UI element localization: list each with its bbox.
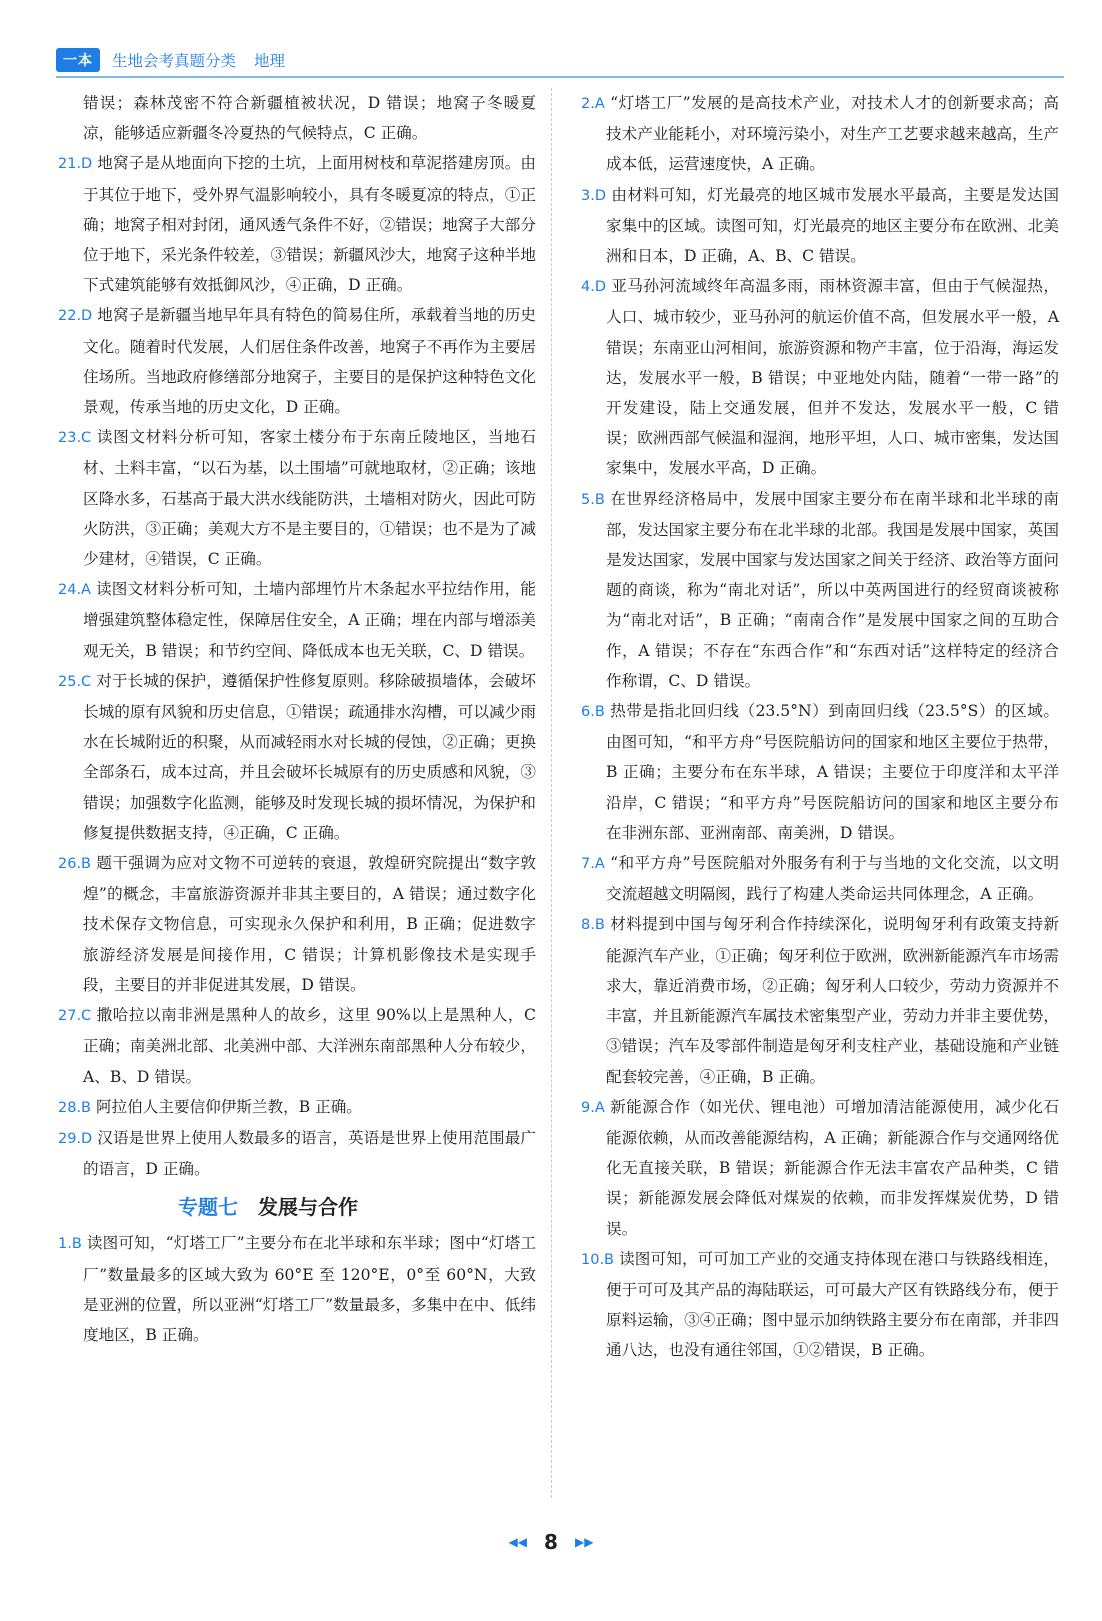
answer-number: 25.C (58, 673, 92, 690)
answer-text: 读图文材料分析可知，客家土楼分布于东南丘陵地区，当地石材、土料丰富，“以石为基，以土围墙”可就地取材，②正确；该地区降水多，石基高于最大洪水线能防洪，土墙相对防火，因此可防火防洪，③正确；美观大方不是主要目的，①错误；也不是为了减少建材，④错误，C 正确。 (83, 428, 536, 569)
answer-text: 地窝子是从地面向下挖的土坑，上面用树枝和草泥搭建房顶。由于其位于地下，受外界气温影响较小，具有冬暖夏凉的特点，①正确；地窝子相对封闭，通风透气条件不好，②错误；地窝子大部分位于地下，采光条件较差，③错误；新疆风沙大，地窝子这种半地下式建筑能够有效抵御风沙，④正确，D 正确。 (83, 154, 536, 295)
answer-text: 题干强调为应对文物不可逆转的衰退，敦煌研究院提出“数字敦煌”的概念，丰富旅游资源并非其主要目的，A 错误；通过数字化技术保存文物信息，可实现永久保护和利用，B 正确；促进数字旅游经济发展是间接作用，C 错误；计算机影像技术是实现手段，主要目的并非促进其发展，D 错误。 (83, 854, 536, 994)
answer-number: 26.B (58, 856, 92, 873)
answer-item (581, 696, 1059, 848)
answer-text: 热带是指北回归线（23.5°N）到南回归线（23.5°S）的区域。由图可知，“和平方舟”号医院船访问的国家和地区主要位于热带，B 正确；主要分布在东半球，A 错误；主要位于印度洋和太平洋沿岸，C 错误；“和平方舟”号医院船访问的国家和地区主要分布在非洲东部、亚洲南部、南美洲，D 错误。 (606, 702, 1059, 842)
answer-item (58, 422, 536, 574)
answer-number: 28.B (58, 1099, 92, 1116)
answer-item (58, 574, 536, 666)
answer-text: “和平方舟”号医院船对外服务有利于与当地的文化交流，以文明交流超越文明隔阂，践行了构建人类命运共同体理念，A 正确。 (606, 854, 1059, 904)
page-number: 8 (544, 1530, 558, 1554)
answer-item (581, 1244, 1059, 1366)
right-answer-list (581, 88, 1059, 1366)
answer-item (581, 909, 1059, 1091)
answer-number: 2.A (581, 96, 605, 112)
right-column (581, 88, 1059, 1366)
answer-number: 5.B (581, 491, 605, 508)
section-title: 发展与合作 (258, 1195, 358, 1220)
answer-number: 8.B (581, 917, 605, 934)
answer-item (581, 271, 1059, 483)
answer-item (581, 180, 1059, 272)
answer-number: 10.B (581, 1251, 615, 1268)
answer-item (58, 666, 536, 848)
section-label: 专题七 (178, 1195, 238, 1220)
answer-item (581, 848, 1059, 909)
answer-item (581, 484, 1059, 696)
answer-item (58, 848, 536, 1000)
answer-number: 21.D (58, 156, 93, 173)
answer-number: 29.D (58, 1130, 93, 1147)
answer-text: 地窝子是新疆当地早年具有特色的简易住所，承载着当地的历史文化。随着时代发展，人们居住条件改善，地窝子不再作为主要居住场所。当地政府修缮部分地窝子，主要目的是保护这种特色文化景观，传承当地的历史文化，D 正确。 (83, 306, 536, 417)
answer-number: 24.A (58, 582, 91, 599)
answer-item (58, 88, 536, 148)
answer-text: 读图可知，“灯塔工厂”主要分布在北半球和东半球；图中“灯塔工厂”数量最多的区域大致为 60°E 至 120°E，0°至 60°N，大致是亚洲的位置，所以亚洲“灯塔工厂”数量最多，多集中在中、低纬度地区，B 正确。 (83, 1234, 536, 1344)
left-answer-list-continued (58, 1228, 536, 1350)
answer-item (581, 1092, 1059, 1244)
answer-text: 错误；森林茂密不符合新疆植被状况，D 错误；地窝子冬暖夏凉，能够适应新疆冬冷夏热的气候特点，C 正确。 (83, 94, 536, 143)
answer-text: 读图文材料分析可知，土墙内部埋竹片木条起水平拉结作用，能增强建筑整体稳定性，保障居住安全，A 正确；埋在内部与增添美观无关，B 错误；和节约空间、降低成本也无关联，C、D 错误。 (83, 580, 536, 660)
answer-number: 9.A (581, 1099, 605, 1116)
column-divider (551, 88, 552, 1498)
answer-item (58, 1228, 536, 1350)
answer-item (58, 1123, 536, 1184)
left-answer-list (58, 88, 536, 1184)
section-heading (58, 1192, 536, 1222)
answer-text: 亚马孙河流域终年高温多雨，雨林资源丰富，但由于气候湿热，人口、城市较少，亚马孙河的航运价值不高，但发展水平一般，A 错误；东南亚山河相间，旅游资源和物产丰富，位于沿海，海运发达，发展水平一般，B 错误；中亚地处内陆，随着“一带一路”的开发建设，陆上交通发展，但并不发达，发展水平一般，C 错误；欧洲西部气候温和湿润，地形平坦，人口、城市密集，发达国家集中，发展水平高，D 正确。 (606, 277, 1059, 478)
answer-text: 撒哈拉以南非洲是黑种人的故乡，这里 90%以上是黑种人，C 正确；南美洲北部、北美洲中部、大洋洲东南部黑种人分布较少，A、B、D 错误。 (83, 1006, 536, 1086)
answer-text: 材料提到中国与匈牙利合作持续深化，说明匈牙利有政策支持新能源汽车产业，①正确；匈牙利位于欧洲，欧洲新能源汽车市场需求大，靠近消费市场，②正确；匈牙利人口较少，劳动力资源并不丰富，并且新能源汽车属技术密集型产业，劳动力并非主要优势，③错误；汽车及零部件制造是匈牙利支柱产业，基础设施和产业链配套较完善，④正确，B 正确。 (606, 915, 1059, 1086)
answer-number: 23.C (58, 430, 92, 447)
page-footer (0, 1530, 1102, 1554)
answer-number: 3.D (581, 187, 606, 204)
answer-item (58, 300, 536, 422)
next-page-icon[interactable]: ▶▶ (575, 1535, 594, 1549)
left-column (58, 88, 536, 1350)
subject-label: 地理 (254, 52, 286, 70)
answer-text: 新能源合作（如光伏、锂电池）可增加清洁能源使用，减少化石能源依赖，从而改善能源结构，A 正确；新能源合作与交通网络优化无直接关联，B 错误；新能源合作无法丰富农产品种类，C 错误；新能源发展会降低对煤炭的依赖，而非发挥煤炭优势，D 错误。 (606, 1097, 1059, 1238)
answer-number: 1.B (58, 1236, 82, 1253)
answer-text: 在世界经济格局中，发展中国家主要分布在南半球和北半球的南部，发达国家主要分布在北半球的北部。我国是发展中国家，英国是发达国家，发展中国家与发达国家之间关于经济、政治等方面问题的商谈，称为“南北对话”，所以中英两国进行的经贸商谈被称为“南北对话”，B 正确；“南南合作”是发展中国家之间的互助合作，A 错误；不存在“东西合作”和“东西对话”这样特定的经济合作称谓，C、D 错误。 (606, 489, 1059, 690)
answer-number: 6.B (581, 704, 605, 721)
brand-logo: 一本 (56, 48, 100, 72)
answer-number: 7.A (581, 856, 605, 873)
header-rule (56, 76, 1064, 78)
answer-item (581, 88, 1059, 180)
answer-text: 对于长城的保护，遵循保护性修复原则。移除破损墙体，会破坏长城的原有风貌和历史信息，①错误；疏通排水沟槽，可以减少雨水在长城附近的积聚，从而减轻雨水对长城的侵蚀，②正确；更换全部条石，成本过高，并且会破坏长城原有的历史质感和风貌，③错误；加强数字化监测，能够及时发现长城的损坏情况，为保护和修复提供数据支持，④正确，C 正确。 (83, 671, 536, 842)
book-title: 生地会考真题分类 (112, 52, 237, 70)
answer-item (58, 148, 536, 300)
answer-number: 27.C (58, 1008, 92, 1025)
answer-text: 读图可知，可可加工产业的交通支持体现在港口与铁路线相连，便于可可及其产品的海陆联运，可可最大产区有铁路线分布，便于原料运输，③④正确；图中显示加纳铁路主要分布在南部，并非四通八达，也没有通往邻国，①②错误，B 正确。 (606, 1249, 1059, 1360)
answer-text: 阿拉伯人主要信仰伊斯兰教，B 正确。 (95, 1097, 362, 1116)
answer-item (58, 1000, 536, 1092)
answer-text: 由材料可知，灯光最亮的地区城市发展水平最高，主要是发达国家集中的区域。读图可知，灯光最亮的地区主要分布在欧洲、北美洲和日本，D 正确，A、B、C 错误。 (606, 185, 1059, 266)
answer-number: 4.D (581, 279, 606, 296)
page-header (56, 47, 285, 73)
answer-item (58, 1092, 536, 1123)
answer-text: 汉语是世界上使用人数最多的语言，英语是世界上使用范围最广的语言，D 正确。 (83, 1128, 536, 1179)
answer-number: 22.D (58, 308, 93, 325)
prev-page-icon[interactable]: ◀◀ (508, 1535, 527, 1549)
answer-text: “灯塔工厂”发展的是高技术产业，对技术人才的创新要求高；高技术产业能耗小，对环境污染小，对生产工艺要求越来越高，生产成本低，运营速度快，A 正确。 (606, 94, 1059, 174)
